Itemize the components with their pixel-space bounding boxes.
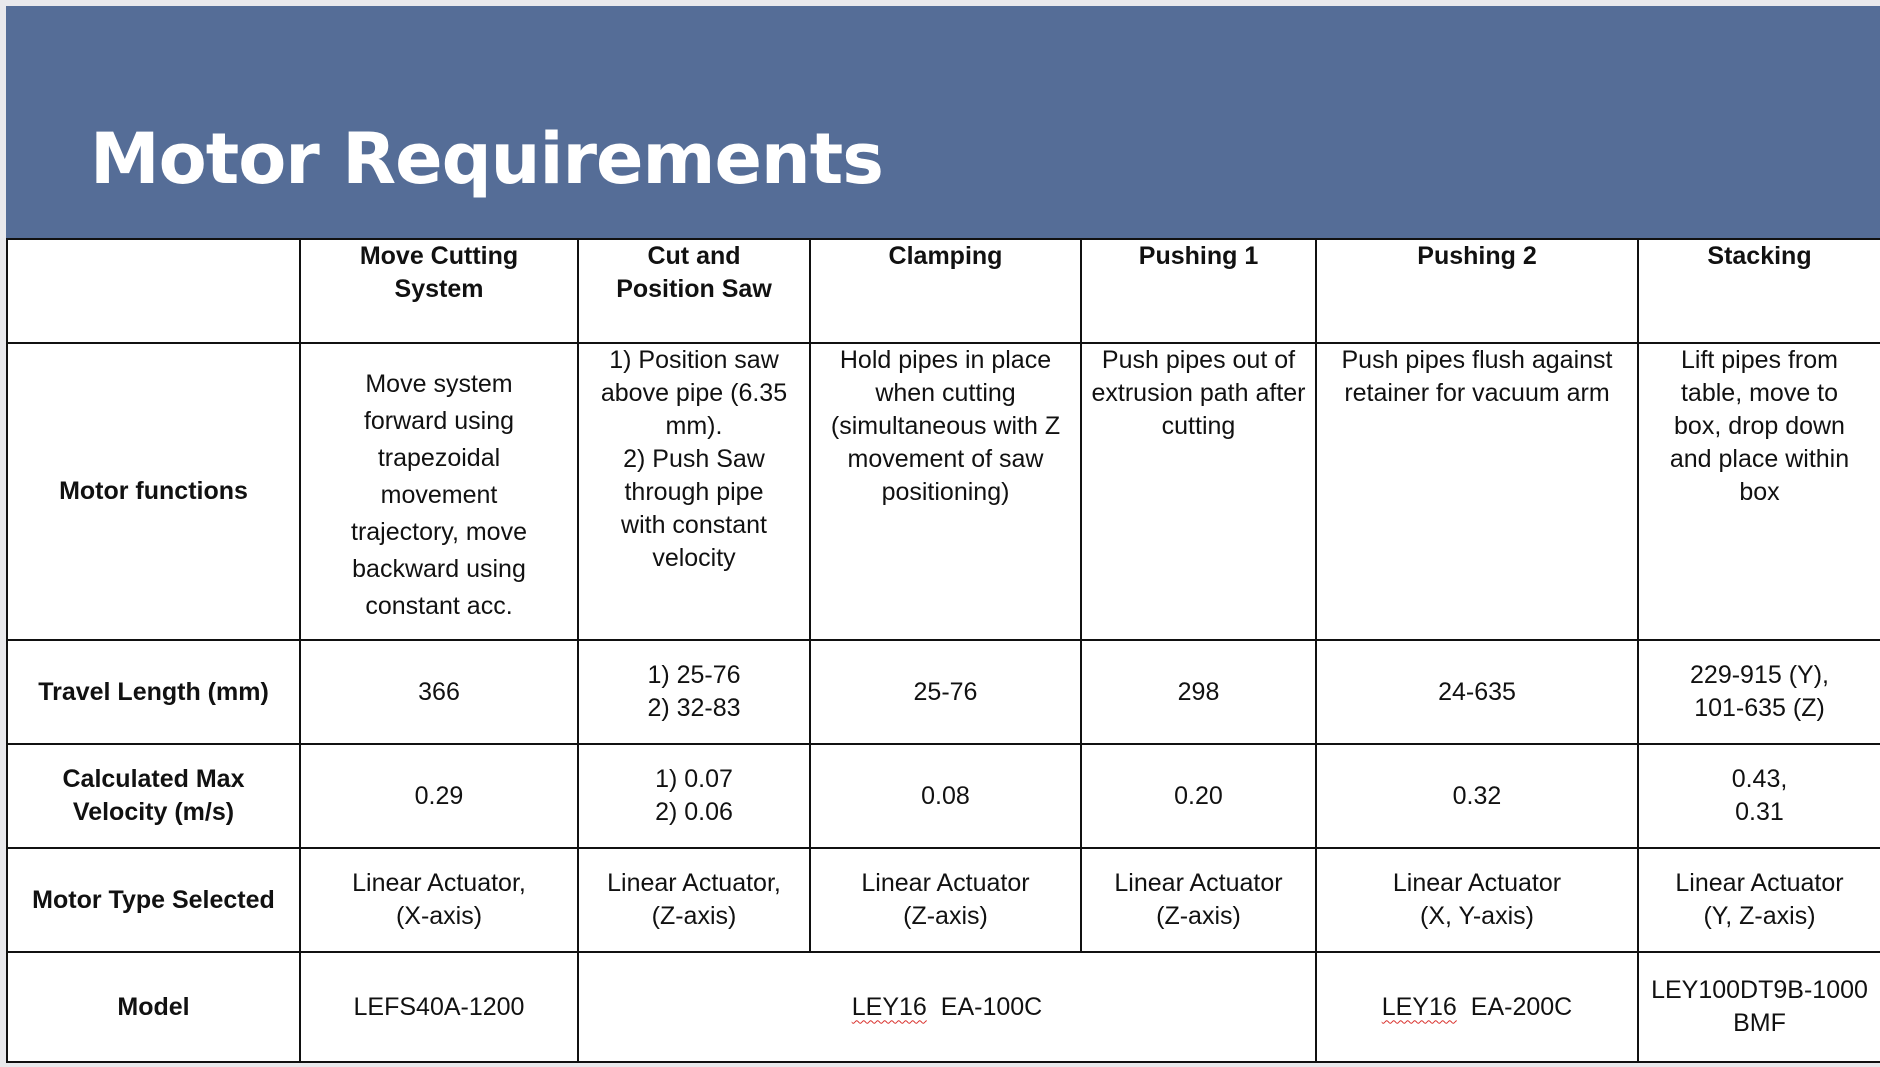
model-suffix: EA-100C [940, 992, 1043, 1021]
cell-travel-pushing-2: 24-635 [1316, 640, 1638, 744]
cell-line: Linear Actuator [1114, 869, 1283, 897]
row-label-max-velocity [7, 744, 300, 848]
cell-type-pushing-1 [1081, 848, 1316, 952]
cell-line: 0.43, [1731, 765, 1788, 793]
header-row [7, 239, 1880, 343]
row-label-model: Model [7, 952, 300, 1062]
cell-travel-stacking [1638, 640, 1880, 744]
cell-line: LEY100DT9B-1000 [1651, 976, 1868, 1004]
header-cut-and-position-saw: Cut and Position Saw [578, 239, 810, 343]
table-row-max-velocity [7, 744, 1880, 848]
model-prefix: LEY16 [1381, 992, 1457, 1021]
cell-travel-cut-position [578, 640, 810, 744]
header-pushing-1: Pushing 1 [1081, 239, 1316, 343]
cell-line: Linear Actuator [861, 869, 1030, 897]
row-label-line: Calculated Max [62, 765, 245, 793]
cell-line: (X-axis) [395, 902, 483, 930]
cell-model-move-cutting: LEFS40A-1200 [300, 952, 578, 1062]
row-label-line: Velocity (m/s) [72, 798, 235, 826]
cell-line: 2) Push Saw through pipe with constant velocity [621, 445, 767, 572]
cell-model-stacking [1638, 952, 1880, 1062]
header-move-cutting-system: Move Cutting System [300, 239, 578, 343]
cell-function-stacking: Lift pipes from table, move to box, drop down and place within box [1638, 343, 1880, 640]
cell-line: BMF [1733, 1009, 1786, 1037]
cell-line: 1) 25-76 [647, 661, 741, 689]
model-suffix: EA-200C [1470, 992, 1573, 1021]
cell-type-move-cutting [300, 848, 578, 952]
cell-line: 229-915 (Y), [1690, 661, 1829, 689]
cell-line: 0.31 [1735, 798, 1784, 826]
row-label-motor-functions: Motor functions [7, 343, 300, 640]
table-row-motor-functions [7, 343, 1880, 640]
cell-velocity-cut-position [578, 744, 810, 848]
cell-velocity-clamping: 0.08 [810, 744, 1081, 848]
cell-line: (X, Y-axis) [1420, 902, 1534, 930]
header-stacking: Stacking [1638, 239, 1880, 343]
cell-model-pushing-2 [1316, 952, 1638, 1062]
cell-line: Linear Actuator, [352, 869, 526, 897]
table-row-motor-type [7, 848, 1880, 952]
motor-requirements-table [6, 238, 1880, 1063]
cell-model-cut-clamp-push1 [578, 952, 1316, 1062]
cell-velocity-pushing-2: 0.32 [1316, 744, 1638, 848]
cell-line: 1) Position saw above pipe (6.35 mm). [600, 346, 788, 440]
cell-line: (Z-axis) [903, 902, 988, 930]
cell-velocity-stacking [1638, 744, 1880, 848]
cell-function-pushing-1: Push pipes out of extrusion path after cutting [1081, 343, 1316, 640]
header-clamping: Clamping [810, 239, 1081, 343]
header-pushing-2: Pushing 2 [1316, 239, 1638, 343]
cell-line: 1) 0.07 [655, 765, 733, 793]
cell-velocity-move-cutting: 0.29 [300, 744, 578, 848]
cell-line: 2) 0.06 [655, 798, 733, 826]
table-row-model [7, 952, 1880, 1062]
page-title: Motor Requirements [90, 118, 883, 200]
cell-type-pushing-2 [1316, 848, 1638, 952]
header-corner [7, 239, 300, 343]
cell-type-cut-position [578, 848, 810, 952]
cell-function-clamping: Hold pipes in place when cutting (simultaneous with Z movement of saw positioning) [810, 343, 1081, 640]
cell-line: Linear Actuator [1392, 869, 1562, 897]
cell-line: 2) 32-83 [647, 694, 741, 722]
slide [6, 6, 1880, 1061]
cell-travel-pushing-1: 298 [1081, 640, 1316, 744]
cell-function-pushing-2: Push pipes flush against retainer for vacuum arm [1316, 343, 1638, 640]
model-prefix: LEY16 [851, 992, 927, 1021]
cell-velocity-pushing-1: 0.20 [1081, 744, 1316, 848]
row-label-travel-length: Travel Length (mm) [7, 640, 300, 744]
title-banner [6, 6, 1880, 238]
cell-line: Linear Actuator [1675, 869, 1844, 897]
cell-type-clamping [810, 848, 1081, 952]
cell-travel-clamping: 25-76 [810, 640, 1081, 744]
cell-function-move-cutting: Move system forward using trapezoidal movement trajectory, move backward using constant acc. [300, 343, 578, 640]
cell-travel-move-cutting: 366 [300, 640, 578, 744]
row-label-motor-type: Motor Type Selected [7, 848, 300, 952]
cell-line: Linear Actuator, [607, 869, 781, 897]
cell-line: 101-635 (Z) [1694, 694, 1825, 722]
cell-line: (Y, Z-axis) [1703, 902, 1816, 930]
table-row-travel-length [7, 640, 1880, 744]
cell-line: (Z-axis) [651, 902, 737, 930]
cell-function-cut-position [578, 343, 810, 640]
cell-line: (Z-axis) [1156, 902, 1241, 930]
cell-type-stacking [1638, 848, 1880, 952]
